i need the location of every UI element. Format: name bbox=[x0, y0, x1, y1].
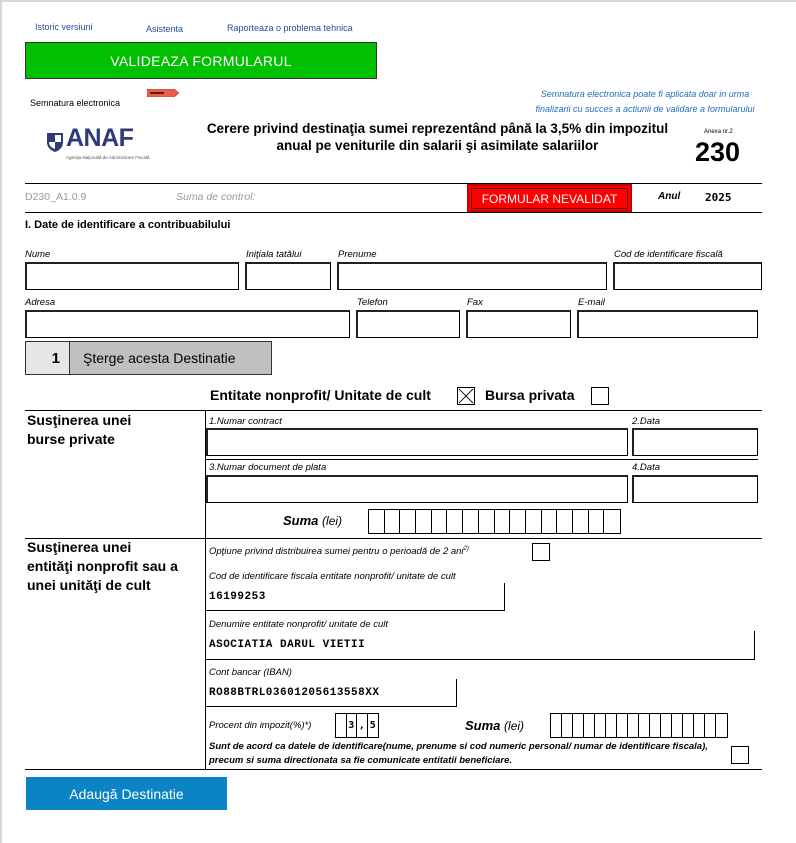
percent-cell[interactable]: 3 bbox=[347, 714, 358, 737]
nonprofit-suma-cell[interactable] bbox=[716, 714, 727, 737]
checksum-label: Suma de control: bbox=[176, 191, 256, 203]
annex-label: Anexa nr.2 bbox=[704, 129, 733, 135]
bursa-suma-cell[interactable] bbox=[416, 510, 432, 533]
bursa-suma-cell[interactable] bbox=[557, 510, 573, 533]
nonprofit-suma-unit: (lei) bbox=[504, 719, 525, 733]
prenume-label: Prenume bbox=[338, 249, 377, 260]
percent-cell[interactable] bbox=[336, 714, 347, 737]
signature-note-line2: finalizarii cu succes a actiunii de validare a formularului bbox=[535, 104, 755, 114]
year-value: 2025 bbox=[705, 191, 732, 204]
bursa-suma-unit: (lei) bbox=[322, 514, 343, 528]
adresa-label: Adresa bbox=[25, 297, 56, 308]
year-label: Anul bbox=[658, 191, 681, 202]
nonprofit-suma-cell[interactable] bbox=[661, 714, 672, 737]
bursa-suma-cell[interactable] bbox=[495, 510, 511, 533]
email-label: E-mail bbox=[578, 297, 605, 308]
bursa-suma-grid[interactable] bbox=[368, 509, 621, 534]
form-status-text: FORMULAR NEVALIDAT bbox=[471, 188, 628, 209]
date1-label: 2.Data bbox=[632, 416, 660, 427]
nonprofit-suma-cell[interactable] bbox=[705, 714, 716, 737]
divider bbox=[25, 183, 762, 184]
add-destination-button[interactable]: Adaugă Destinatie bbox=[26, 777, 227, 810]
nonprofit-suma-grid[interactable] bbox=[550, 713, 728, 738]
nonprofit-choice-label: Entitate nonprofit/ Unitate de cult bbox=[210, 387, 431, 403]
anaf-logo-subtitle: Agenţia Naţională de Administrare Fiscală bbox=[66, 155, 150, 160]
form-title-line1: Cerere privind destinaţia sumei reprezentând până la 3,5% din impozitul bbox=[206, 121, 669, 136]
form-title-line2: anual pe veniturile din salarii şi asimilate salariilor bbox=[276, 138, 599, 153]
bursa-suma-cell[interactable] bbox=[369, 510, 385, 533]
nonprofit-suma-cell[interactable] bbox=[562, 714, 573, 737]
checked-x-icon bbox=[458, 388, 474, 404]
email-input[interactable] bbox=[577, 310, 758, 338]
anaf-shield-icon bbox=[46, 131, 64, 153]
contract-number-label: 1.Numar contract bbox=[209, 416, 282, 427]
fax-input[interactable] bbox=[466, 310, 571, 338]
cif-label: Cod de identificare fiscală bbox=[614, 249, 723, 260]
version-history-link[interactable]: Istoric versiuni bbox=[35, 22, 93, 32]
entity-name-value: ASOCIATIA DARUL VIETII bbox=[209, 639, 366, 651]
divider bbox=[25, 212, 762, 213]
percent-cell[interactable]: 5 bbox=[369, 720, 376, 731]
bursa-suma-cell[interactable] bbox=[589, 510, 605, 533]
iban-input[interactable] bbox=[206, 679, 457, 707]
destination-number: 1 bbox=[26, 342, 70, 374]
initiala-label: Iniţiala tatălui bbox=[246, 249, 302, 260]
delete-destination-button[interactable]: Şterge acesta Destinatie bbox=[70, 342, 271, 374]
entity-cif-label: Cod de identificare fiscala entitate nonprofit/ unitate de cult bbox=[209, 571, 456, 582]
section-identification-title: I. Date de identificare a contribuabilului bbox=[25, 219, 231, 231]
validate-form-button[interactable]: VALIDEAZA FORMULARUL bbox=[25, 42, 377, 79]
nonprofit-suma-label bbox=[465, 718, 524, 733]
two-year-option-text: Opţiune privind distribuirea sumei pentru o perioadă de 2 ani bbox=[209, 546, 464, 558]
nonprofit-suma-cell[interactable] bbox=[551, 714, 562, 737]
nonprofit-suma-cell[interactable] bbox=[672, 714, 683, 737]
divider bbox=[25, 769, 762, 770]
entity-cif-value: 16199253 bbox=[209, 591, 266, 603]
bursa-suma-cell[interactable] bbox=[432, 510, 448, 533]
date1-input[interactable] bbox=[632, 428, 758, 456]
signature-note bbox=[500, 87, 790, 117]
nonprofit-suma-cell[interactable] bbox=[639, 714, 650, 737]
payment-doc-label: 3.Numar document de plata bbox=[209, 462, 327, 473]
entity-name-input[interactable] bbox=[206, 631, 755, 660]
payment-doc-input[interactable] bbox=[206, 475, 628, 503]
bursa-section-heading bbox=[27, 411, 131, 449]
nonprofit-suma-cell[interactable] bbox=[573, 714, 584, 737]
help-link[interactable]: Asistenta bbox=[146, 24, 184, 34]
two-year-option-label bbox=[209, 546, 469, 557]
form-number: 230 bbox=[695, 137, 741, 167]
form-version: D230_A1.0.9 bbox=[25, 191, 87, 203]
percent-label: Procent din impozit(%)*) bbox=[209, 720, 312, 731]
bursa-suma-cell[interactable] bbox=[604, 510, 620, 533]
contract-number-input[interactable] bbox=[206, 428, 628, 456]
bursa-heading-line2: burse private bbox=[27, 431, 115, 447]
nonprofit-choice-checkbox[interactable] bbox=[457, 387, 475, 405]
nonprofit-heading-line1: Susţinerea unei bbox=[27, 539, 132, 555]
nonprofit-heading-line3: unei unităţi de cult bbox=[27, 577, 151, 593]
percent-grid[interactable] bbox=[335, 713, 379, 738]
bursa-suma-cell[interactable] bbox=[573, 510, 589, 533]
bursa-heading-line1: Susţinerea unei bbox=[27, 412, 132, 428]
data-sharing-consent-checkbox[interactable] bbox=[731, 746, 749, 764]
nonprofit-heading-line2: entităţi nonprofit sau a bbox=[27, 558, 178, 574]
divider bbox=[206, 459, 758, 460]
data-sharing-consent-text: Sunt de acord ca datele de identificare(nume, prenume si cod numeric personal/ numar de identificare fiscala), precum si suma directionata sa fie comunicate entitatii beneficiare. bbox=[209, 741, 708, 766]
iban-value: RO88BTRL03601205613558XX bbox=[209, 687, 380, 699]
telefon-input[interactable] bbox=[356, 310, 460, 338]
entity-cif-input[interactable] bbox=[206, 583, 505, 611]
bursa-suma-cell[interactable] bbox=[479, 510, 495, 533]
sign-here-icon[interactable] bbox=[147, 89, 179, 97]
two-year-footnote: 2) bbox=[463, 546, 469, 552]
bursa-suma-cell[interactable] bbox=[510, 510, 526, 533]
divider bbox=[25, 410, 762, 411]
adresa-input[interactable] bbox=[25, 310, 350, 338]
bursa-suma-cell[interactable] bbox=[463, 510, 479, 533]
nonprofit-suma-cell[interactable] bbox=[683, 714, 694, 737]
destination-header bbox=[25, 341, 272, 375]
report-problem-link[interactable]: Raporteaza o problema tehnica bbox=[227, 23, 353, 33]
bursa-suma-label bbox=[283, 513, 342, 528]
telefon-label: Telefon bbox=[357, 297, 388, 308]
nonprofit-suma-cell[interactable] bbox=[606, 714, 617, 737]
entity-name-label: Denumire entitate nonprofit/ unitate de cult bbox=[209, 619, 389, 630]
date2-label: 4.Data bbox=[632, 462, 660, 473]
bursa-suma-cell[interactable] bbox=[400, 510, 416, 533]
anaf-logo-text: ANAF bbox=[66, 124, 134, 152]
bursa-choice-label: Bursa privata bbox=[485, 387, 575, 403]
bursa-suma-cell[interactable] bbox=[447, 510, 463, 533]
iban-label: Cont bancar (IBAN) bbox=[209, 667, 292, 678]
cif-input[interactable] bbox=[613, 262, 762, 290]
bursa-suma-cell[interactable] bbox=[526, 510, 542, 533]
nonprofit-suma-word: Suma bbox=[465, 718, 501, 733]
form-title bbox=[200, 120, 675, 154]
form-status-badge bbox=[467, 184, 632, 212]
nonprofit-suma-cell[interactable] bbox=[694, 714, 705, 737]
nonprofit-suma-cell[interactable] bbox=[617, 714, 628, 737]
signature-note-line1: Semnatura electronica poate fi aplicata doar in urma bbox=[540, 89, 750, 99]
date2-input[interactable] bbox=[632, 475, 758, 503]
nonprofit-suma-cell[interactable] bbox=[628, 714, 639, 737]
nonprofit-section-heading bbox=[27, 538, 178, 595]
nume-label: Nume bbox=[25, 249, 51, 260]
percent-cell[interactable]: , bbox=[357, 714, 368, 737]
bursa-suma-cell[interactable] bbox=[542, 510, 558, 533]
two-year-option-checkbox[interactable] bbox=[532, 543, 550, 561]
bursa-suma-word: Suma bbox=[283, 513, 319, 528]
nonprofit-suma-cell[interactable] bbox=[650, 714, 661, 737]
nonprofit-suma-cell[interactable] bbox=[595, 714, 606, 737]
nonprofit-suma-cell[interactable] bbox=[584, 714, 595, 737]
nume-input[interactable] bbox=[25, 262, 239, 290]
bursa-suma-cell[interactable] bbox=[385, 510, 401, 533]
fax-label: Fax bbox=[467, 297, 483, 308]
initiala-input[interactable] bbox=[245, 262, 331, 290]
bursa-choice-checkbox[interactable] bbox=[591, 387, 609, 405]
prenume-input[interactable] bbox=[337, 262, 607, 290]
signature-label: Semnatura electronica bbox=[30, 98, 121, 108]
